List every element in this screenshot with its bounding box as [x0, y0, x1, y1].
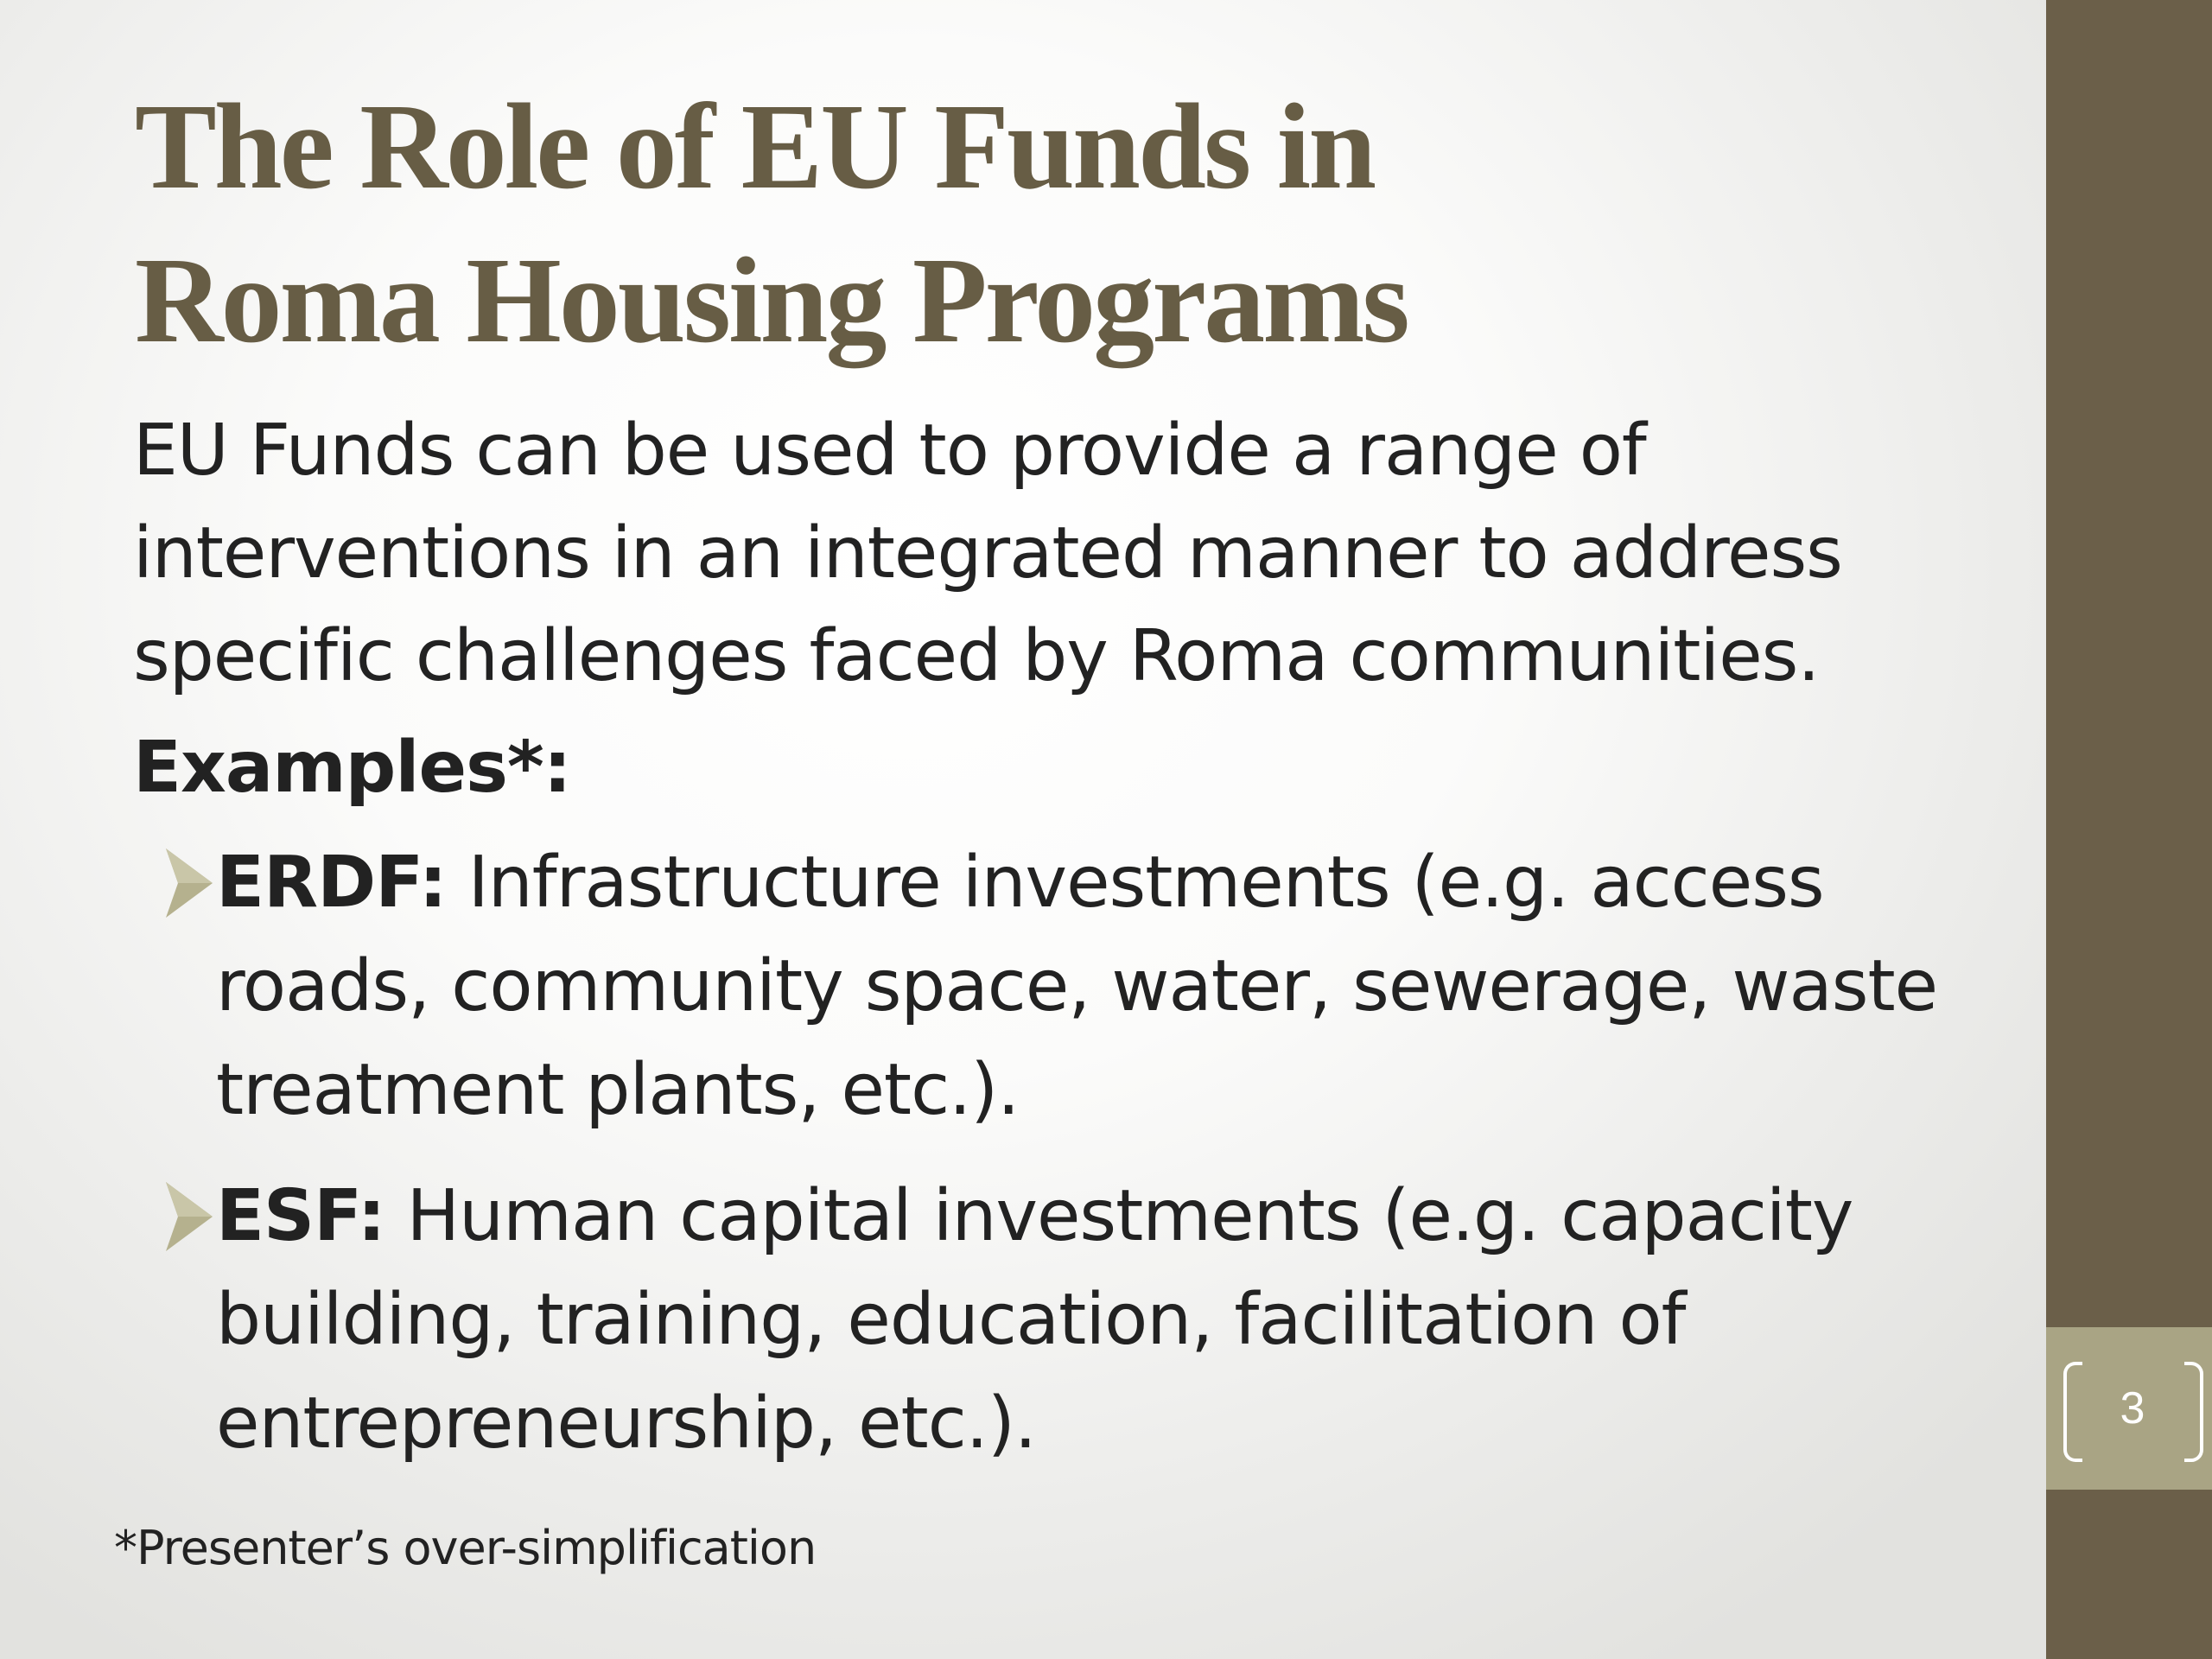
examples-heading: Examples*: — [133, 727, 571, 809]
arrow-right-icon — [162, 1177, 216, 1256]
arrow-right-icon — [162, 843, 216, 923]
bullet-label-erdf: ERDF: — [216, 842, 447, 924]
right-bracket-icon — [2184, 1362, 2203, 1462]
page-number-box — [2046, 1327, 2212, 1490]
intro-paragraph: EU Funds can be used to provide a range of interventions in an integrated manner to address specific challenges faced by Roma communities. — [133, 410, 1842, 697]
bullet-text-erdf: Infrastructure investments (e.g. access roads, community space, water, sewerage, waste treatment plants, etc.). — [216, 842, 1938, 1131]
slide-content — [133, 399, 2008, 1476]
bullet-item-esf — [133, 1165, 2008, 1476]
bullet-label-esf: ESF: — [216, 1175, 385, 1257]
bullet-item-erdf — [133, 831, 2008, 1142]
page-number: 3 — [2120, 1383, 2145, 1433]
left-bracket-icon — [2063, 1362, 2082, 1462]
slide-title — [135, 69, 1863, 377]
bullet-text-esf: Human capital investments (e.g. capacity building, training, education, facilitation of entrepreneurship, etc.). — [216, 1175, 1853, 1465]
slide-title-line-2: Roma Housing Programs — [135, 232, 1408, 368]
footnote: *Presenter’s over-simplification — [114, 1521, 817, 1575]
slide-title-line-1: The Role of EU Funds in — [135, 78, 1375, 214]
